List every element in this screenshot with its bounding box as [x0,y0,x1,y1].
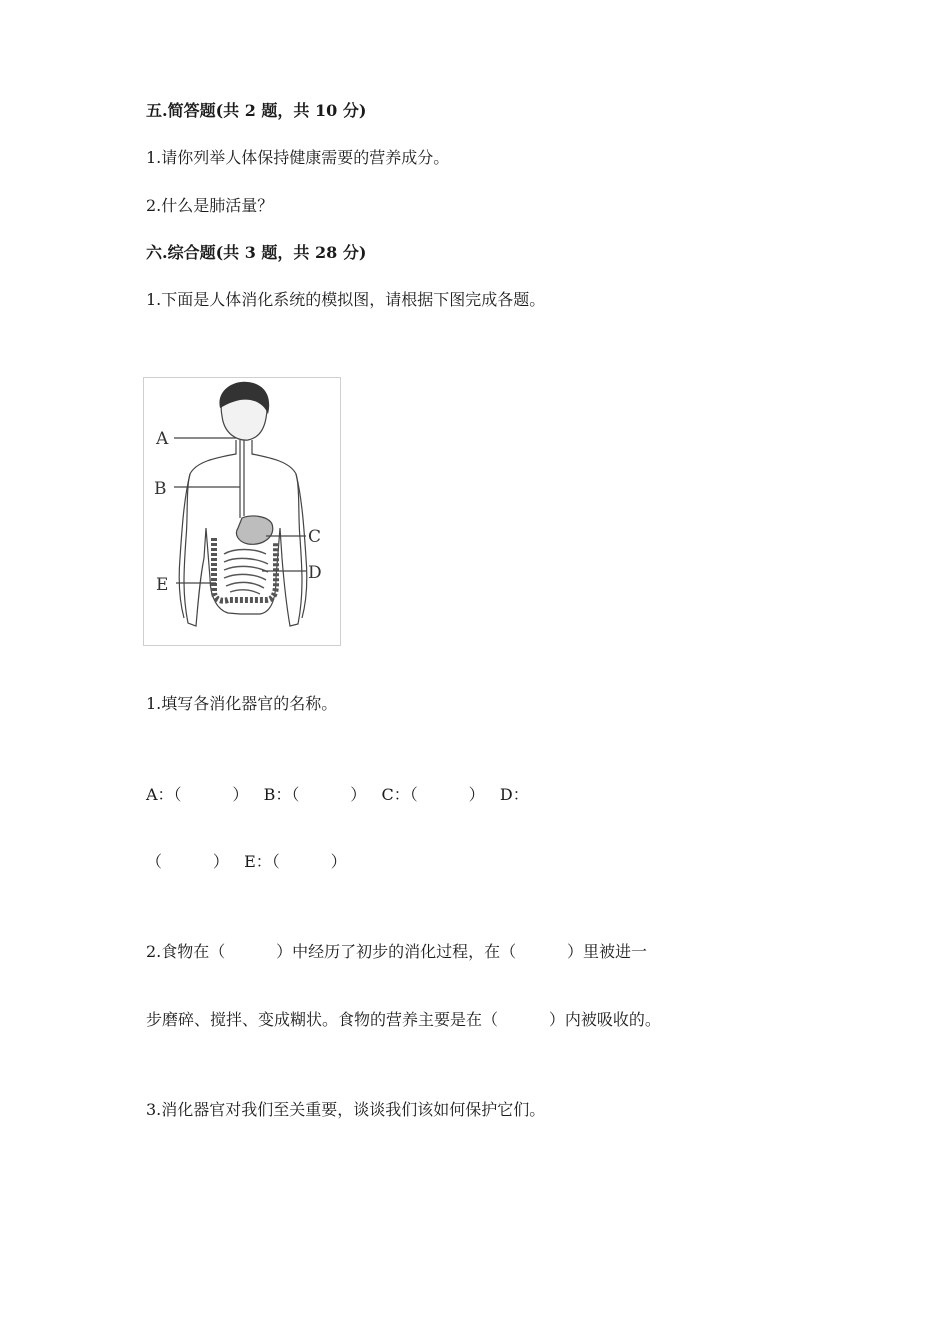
label-e: E [156,575,169,595]
small-intestine [224,550,268,595]
digestive-system-illustration [144,378,340,645]
digestive-system-diagram [143,377,341,646]
section6-question-1: 1.下面是人体消化系统的模拟图，请根据下图完成各题。 [146,290,546,309]
label-a: A [156,429,169,449]
sub-question-1-blanks-line-2: （ ） E：（ ） [146,852,347,871]
label-c: C [308,527,322,547]
sub-question-2-line-1: 2.食物在（ ）中经历了初步的消化过程，在（ ）里被进一 [146,942,647,961]
stomach [236,516,272,544]
section5-question-2: 2.什么是肺活量？ [146,196,274,215]
sub-question-1-blanks-line-1: A：（ ） B：（ ） C：（ ） D： [146,785,529,804]
section5-heading: 五.简答题(共 2 题，共 10 分) [146,101,367,120]
sub-question-2-line-2: 步磨碎、搅拌、变成糊状。食物的营养主要是在（ ）内被吸收的。 [146,1010,661,1029]
section6-heading: 六.综合题(共 3 题，共 28 分) [146,243,367,262]
sub-question-3: 3.消化器官对我们至关重要，谈谈我们该如何保护它们。 [146,1100,546,1119]
label-d: D [308,563,322,583]
label-b: B [154,479,167,499]
large-intestine [214,538,276,601]
sub-question-1: 1.填写各消化器官的名称。 [146,694,338,713]
section5-question-1: 1.请你列举人体保持健康需要的营养成分。 [146,148,450,167]
esophagus [240,440,244,518]
